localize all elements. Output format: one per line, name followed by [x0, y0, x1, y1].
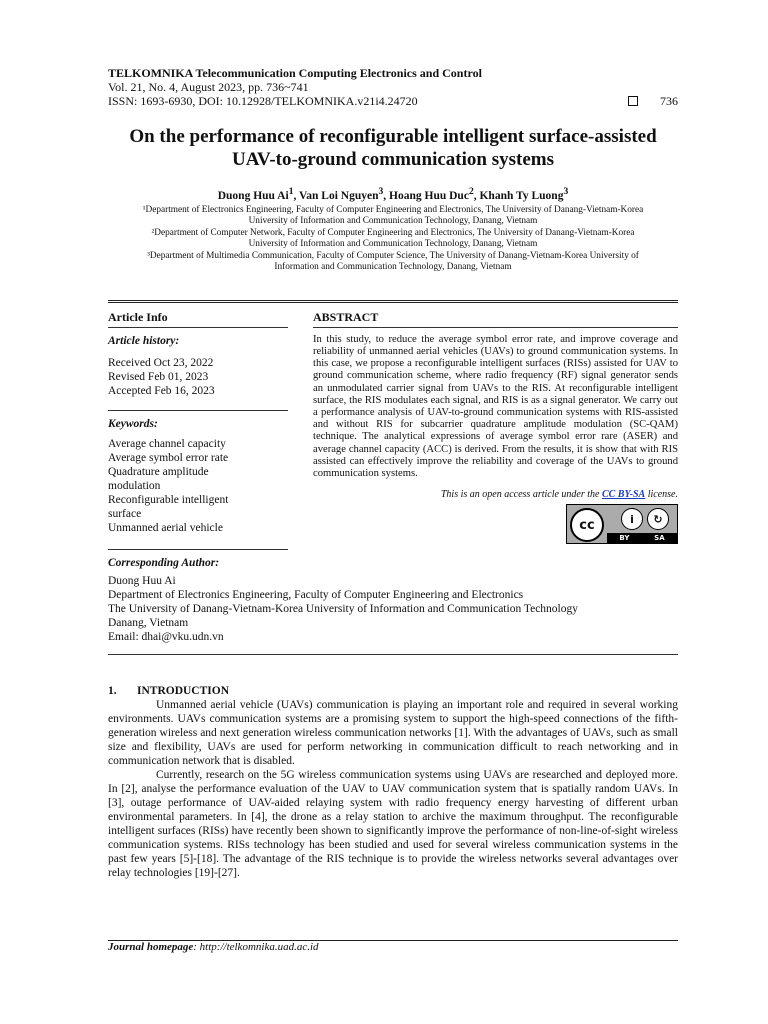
- keywords-heading: Keywords:: [108, 417, 158, 430]
- title-line: UAV-to-ground communication systems: [232, 149, 554, 170]
- intro-paragraph: Unmanned aerial vehicle (UAVs) communication is playing an important role and required in several working environments. UAVs communication systems are a promising system to support the high-speed connections of the fifth-generation wireless and next generation wireless communication networks [1]. With the advantages of UAVs, such as small size and flexibility, UAVs are used for perform networking in communication difficult to reach networking and in communication network that is disabled.: [108, 698, 678, 767]
- history-item: Received Oct 23, 2022: [108, 356, 214, 369]
- corresponding-line: The University of Danang-Vietnam-Korea University of Information and Communication Technology: [108, 602, 578, 615]
- author-name: Duong Huu Ai: [217, 189, 289, 202]
- footer-url[interactable]: : http://telkomnika.uad.ac.id: [193, 941, 319, 953]
- info-abstract-block: [108, 310, 678, 550]
- corresponding-divider: [108, 654, 678, 655]
- corresponding-line: Duong Huu Ai: [108, 574, 176, 587]
- affiliation-line: ³Department of Multimedia Communication, Faculty of Computer Science, The University of Danang-Vietnam-Korea University of: [147, 250, 639, 261]
- keyword-item: modulation: [108, 479, 161, 492]
- author-list: Duong Huu Ai$^1$, Van Loi Nguyen$^3$, Hoang Huu Duc$^2$, Khanh Ty Luong$^3$: [217, 186, 569, 202]
- keyword-item: Reconfigurable intelligent: [108, 493, 229, 506]
- section-number: 1.: [108, 684, 117, 697]
- corresponding-line: Department of Electronics Engineering, Faculty of Computer Engineering and Electronics: [108, 588, 524, 601]
- journal-issn: ISSN: 1693-6930, DOI: 10.12928/TELKOMNIKA.v21i4.24720: [108, 94, 418, 108]
- title-line: On the performance of reconfigurable intelligent surface-assisted: [129, 126, 657, 147]
- article-info-heading: Article Info: [108, 310, 288, 328]
- author-sup: 2: [468, 186, 474, 197]
- footer-label: Journal homepage: [108, 941, 194, 953]
- intro-paragraph: Currently, research on the 5G wireless communication systems using UAVs are researched and deployed more. In [2], analyse the performance evaluation of the UAV to UAV communication system that is spatially random UAVs. In [3], outage performance of UAV-aided relaying system with radio frequency energy harvesting of different urban environmental parameters. In [4], the drone as a relay station to archive the maximum throughput. The reconfigurable intelligent surfaces (RISs) have recently been shown to significantly improve the performance of non-line-of-sight wireless communication systems. RISs technology has been studied and used for several wireless communication systems in the past few years [5]-[18]. The advantage of the RIS technique is to provide the wireless networks several advantages over relay technologies [19]-[27].: [108, 768, 678, 879]
- info-bottom-divider: [108, 549, 288, 550]
- author-name: Hoang Huu Duc: [389, 189, 469, 202]
- paper-title: [108, 125, 678, 171]
- affiliations: [108, 205, 678, 274]
- affiliation-line: University of Information and Communication Technology, Danang, Vietnam: [248, 239, 538, 250]
- author-sup: 3: [378, 186, 384, 197]
- page-number: 736: [660, 94, 678, 108]
- affiliation-line: University of Information and Communication Technology, Danang, Vietnam: [248, 216, 538, 227]
- author-sup: 1: [288, 186, 294, 197]
- author-name: Van Loi Nguyen: [299, 189, 379, 202]
- square-icon: [628, 96, 638, 106]
- history-list: [108, 356, 288, 398]
- abstract-heading: ABSTRACT: [313, 310, 678, 328]
- affiliation-line: Information and Communication Technology, Danang, Vietnam: [274, 262, 512, 273]
- article-info-column: [108, 310, 288, 550]
- affiliation-line: ²Department of Computer Network, Faculty of Computer Engineering and Electronics, The University of Danang-Vietnam-Korea: [151, 227, 635, 238]
- attribution-icon: i: [621, 508, 643, 530]
- journal-name: TELKOMNIKA Telecommunication Computing Electronics and Control: [108, 66, 482, 80]
- section-divider: [108, 300, 678, 303]
- badge-sa-label: SA: [654, 534, 665, 543]
- keyword-item: Average channel capacity: [108, 437, 226, 450]
- keyword-item: Quadrature amplitude: [108, 465, 209, 478]
- cc-icon: cc: [570, 508, 604, 542]
- paper-page: [108, 66, 678, 880]
- license-suffix: license.: [645, 489, 678, 501]
- history-item: Accepted Feb 16, 2023: [108, 384, 215, 397]
- keyword-item: Average symbol error rate: [108, 451, 229, 464]
- keyword-item: Unmanned aerial vehicle: [108, 521, 223, 534]
- history-heading: Article history:: [108, 334, 180, 347]
- keywords-list: [108, 437, 288, 535]
- history-item: Revised Feb 01, 2023: [108, 370, 209, 383]
- corresponding-heading: Corresponding Author:: [108, 556, 220, 569]
- corresponding-line: Danang, Vietnam: [108, 616, 189, 629]
- keywords-divider: [108, 410, 288, 411]
- badge-label-bar: [607, 533, 677, 543]
- author-sup: 3: [563, 186, 569, 197]
- badge-by-label: BY: [619, 534, 630, 543]
- journal-volume: Vol. 21, No. 4, August 2023, pp. 736~741: [108, 80, 309, 94]
- license-line: [313, 489, 678, 500]
- keyword-item: surface: [108, 507, 142, 520]
- corresponding-email[interactable]: Email: dhai@vku.udn.vn: [108, 630, 224, 643]
- author-name: Khanh Ty Luong: [479, 189, 564, 202]
- section-heading-introduction: [108, 684, 678, 698]
- affiliation-line: ¹Department of Electronics Engineering, Faculty of Computer Engineering and Electronics, The University of Danang-Vietnam-Korea: [142, 204, 644, 215]
- share-alike-icon: ↻: [647, 508, 669, 530]
- section-title: INTRODUCTION: [137, 684, 230, 697]
- abstract-column: [313, 310, 678, 550]
- footer: [108, 941, 319, 953]
- cc-by-sa-badge[interactable]: [566, 504, 678, 544]
- license-link[interactable]: CC BY-SA: [601, 489, 646, 501]
- corresponding-author-block: [108, 556, 678, 655]
- abstract-text: In this study, to reduce the average symbol error rate, and improve coverage and reliability of unmanned aerial vehicles (UAVs) to ground communication systems. In this case, we propose a reconfigurable intelligent surfaces (RISs) assisted for UAV to ground communication scheme, where radio frequency (RF) signal generator sends an unmodulated carrier signal from UAVs to the RIS. At reconfigurable intelligent surface, the RIS modulates each signal, and RIS is as a signal generator. We carry out a performance analysis of UAV-to-ground communication systems with RIS-assisted and without RIS for subcarrier quadrature amplitude modulation (SC-QAM) technique. The analytical expressions of average symbol error rare (ASER) and average channel capacity (ACC) is derived. From the results, it is show that with RIS assisted can effectively improve the reliability and coverage of the UAVs to ground communication systems.: [313, 333, 678, 480]
- license-prefix: This is an open access article under the: [440, 489, 602, 501]
- issn-row: [108, 94, 678, 108]
